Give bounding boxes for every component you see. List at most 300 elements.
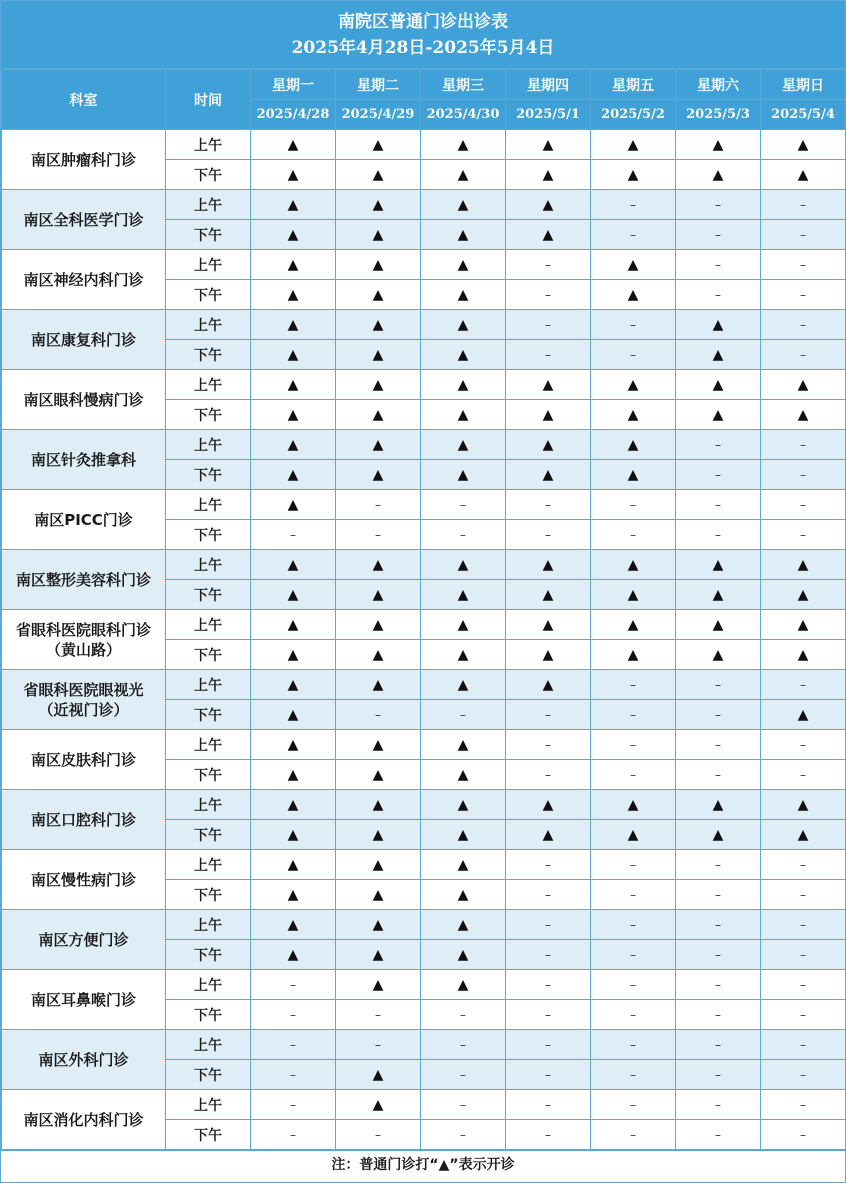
closed-marker: – <box>591 760 676 790</box>
open-marker: ▲ <box>676 790 761 820</box>
open-marker: ▲ <box>251 760 336 790</box>
closed-marker: – <box>761 670 846 700</box>
closed-marker: – <box>676 190 761 220</box>
period-label: 上午 <box>166 670 251 700</box>
open-marker: ▲ <box>421 820 506 850</box>
closed-marker: – <box>506 250 591 280</box>
department-name-line: 南区方便门诊 <box>38 930 129 949</box>
open-marker: ▲ <box>336 640 421 670</box>
open-marker: ▲ <box>676 820 761 850</box>
open-marker: ▲ <box>336 1060 421 1090</box>
open-marker: ▲ <box>251 910 336 940</box>
open-marker: ▲ <box>336 790 421 820</box>
closed-marker: – <box>676 220 761 250</box>
period-label: 下午 <box>166 940 251 970</box>
open-marker: ▲ <box>251 640 336 670</box>
closed-marker: – <box>591 1030 676 1060</box>
department-name-line: 南区口腔科门诊 <box>30 810 136 829</box>
open-marker: ▲ <box>421 160 506 190</box>
open-marker: ▲ <box>421 760 506 790</box>
closed-marker: – <box>336 1000 421 1030</box>
open-marker: ▲ <box>506 130 591 160</box>
open-marker: ▲ <box>591 160 676 190</box>
closed-marker: – <box>591 1060 676 1090</box>
table-row <box>2 1090 846 1120</box>
open-marker: ▲ <box>761 640 846 670</box>
period-label: 下午 <box>166 280 251 310</box>
date-header: 2025/4/29 <box>336 100 421 130</box>
closed-marker: – <box>676 700 761 730</box>
closed-marker: – <box>761 1000 846 1030</box>
closed-marker: – <box>591 520 676 550</box>
closed-marker: – <box>506 1000 591 1030</box>
weekday-header: 星期五 <box>591 70 676 100</box>
period-label: 上午 <box>166 430 251 460</box>
closed-marker: – <box>591 670 676 700</box>
open-marker: ▲ <box>336 910 421 940</box>
closed-marker: – <box>761 250 846 280</box>
closed-marker: – <box>421 1120 506 1150</box>
closed-marker: – <box>761 190 846 220</box>
open-marker: ▲ <box>251 280 336 310</box>
open-marker: ▲ <box>251 610 336 640</box>
open-marker: ▲ <box>421 310 506 340</box>
open-marker: ▲ <box>506 370 591 400</box>
table-row <box>2 430 846 460</box>
closed-marker: – <box>676 250 761 280</box>
period-label: 下午 <box>166 220 251 250</box>
open-marker: ▲ <box>506 640 591 670</box>
legend-note: 注：普通门诊打“▲”表示开诊 <box>1 1150 845 1178</box>
closed-marker: – <box>506 940 591 970</box>
period-label: 下午 <box>166 1000 251 1030</box>
open-marker: ▲ <box>761 790 846 820</box>
department-name-line: 南区神经内科门诊 <box>23 270 144 289</box>
table-row <box>2 790 846 820</box>
open-marker: ▲ <box>591 400 676 430</box>
period-label: 上午 <box>166 490 251 520</box>
table-row <box>2 310 846 340</box>
open-marker: ▲ <box>506 550 591 580</box>
open-marker: ▲ <box>761 130 846 160</box>
closed-marker: – <box>251 1120 336 1150</box>
weekday-header: 星期日 <box>761 70 846 100</box>
closed-marker: – <box>761 1120 846 1150</box>
open-marker: ▲ <box>251 460 336 490</box>
department-name-line: （黄山路） <box>45 640 121 659</box>
open-marker: ▲ <box>506 430 591 460</box>
open-marker: ▲ <box>336 970 421 1000</box>
open-marker: ▲ <box>421 340 506 370</box>
weekday-header: 星期六 <box>676 70 761 100</box>
open-marker: ▲ <box>336 670 421 700</box>
closed-marker: – <box>506 970 591 1000</box>
closed-marker: – <box>676 460 761 490</box>
department-name <box>2 310 166 370</box>
table-row <box>2 1030 846 1060</box>
period-label: 上午 <box>166 910 251 940</box>
open-marker: ▲ <box>591 460 676 490</box>
closed-marker: – <box>761 280 846 310</box>
open-marker: ▲ <box>251 370 336 400</box>
closed-marker: – <box>676 1030 761 1060</box>
open-marker: ▲ <box>676 580 761 610</box>
closed-marker: – <box>506 1090 591 1120</box>
open-marker: ▲ <box>761 550 846 580</box>
closed-marker: – <box>761 940 846 970</box>
closed-marker: – <box>506 1120 591 1150</box>
open-marker: ▲ <box>336 1090 421 1120</box>
open-marker: ▲ <box>336 400 421 430</box>
open-marker: ▲ <box>591 610 676 640</box>
period-label: 下午 <box>166 520 251 550</box>
closed-marker: – <box>421 490 506 520</box>
date-header: 2025/4/30 <box>421 100 506 130</box>
period-label: 上午 <box>166 130 251 160</box>
open-marker: ▲ <box>506 820 591 850</box>
table-row <box>2 610 846 640</box>
closed-marker: – <box>506 700 591 730</box>
closed-marker: – <box>676 280 761 310</box>
open-marker: ▲ <box>336 610 421 640</box>
period-label: 下午 <box>166 340 251 370</box>
period-label: 下午 <box>166 760 251 790</box>
open-marker: ▲ <box>421 670 506 700</box>
open-marker: ▲ <box>421 460 506 490</box>
period-label: 上午 <box>166 730 251 760</box>
department-name <box>2 670 166 730</box>
time-column-header: 时间 <box>166 70 251 130</box>
period-label: 下午 <box>166 820 251 850</box>
open-marker: ▲ <box>676 640 761 670</box>
open-marker: ▲ <box>421 730 506 760</box>
department-name <box>2 1090 166 1150</box>
open-marker: ▲ <box>676 130 761 160</box>
department-name-line: 南区皮肤科门诊 <box>30 750 136 769</box>
open-marker: ▲ <box>251 430 336 460</box>
department-name-line: 南区整形美容科门诊 <box>15 570 151 589</box>
open-marker: ▲ <box>761 700 846 730</box>
open-marker: ▲ <box>421 190 506 220</box>
closed-marker: – <box>591 700 676 730</box>
closed-marker: – <box>761 730 846 760</box>
open-marker: ▲ <box>336 880 421 910</box>
department-name-line: 南区PICC门诊 <box>34 510 133 529</box>
department-name-line: （近视门诊） <box>38 700 129 719</box>
period-label: 下午 <box>166 1120 251 1150</box>
closed-marker: – <box>591 310 676 340</box>
period-label: 下午 <box>166 400 251 430</box>
open-marker: ▲ <box>506 580 591 610</box>
period-label: 下午 <box>166 160 251 190</box>
open-marker: ▲ <box>591 640 676 670</box>
open-marker: ▲ <box>251 550 336 580</box>
closed-marker: – <box>421 520 506 550</box>
department-name-line: 省眼科医院眼视光 <box>23 680 144 699</box>
closed-marker: – <box>761 880 846 910</box>
period-label: 上午 <box>166 790 251 820</box>
closed-marker: – <box>591 940 676 970</box>
open-marker: ▲ <box>506 610 591 640</box>
closed-marker: – <box>761 910 846 940</box>
open-marker: ▲ <box>251 700 336 730</box>
department-name <box>2 190 166 250</box>
department-name <box>2 790 166 850</box>
closed-marker: – <box>676 910 761 940</box>
closed-marker: – <box>421 1090 506 1120</box>
closed-marker: – <box>506 520 591 550</box>
open-marker: ▲ <box>336 310 421 340</box>
open-marker: ▲ <box>591 820 676 850</box>
open-marker: ▲ <box>336 550 421 580</box>
open-marker: ▲ <box>506 190 591 220</box>
department-name-line: 南区慢性病门诊 <box>30 870 136 889</box>
period-label: 上午 <box>166 370 251 400</box>
open-marker: ▲ <box>421 580 506 610</box>
table-header <box>2 70 846 130</box>
closed-marker: – <box>676 1120 761 1150</box>
closed-marker: – <box>591 1090 676 1120</box>
department-name <box>2 370 166 430</box>
department-name-line: 南区康复科门诊 <box>30 330 136 349</box>
date-header: 2025/5/2 <box>591 100 676 130</box>
open-marker: ▲ <box>591 370 676 400</box>
open-marker: ▲ <box>336 130 421 160</box>
open-marker: ▲ <box>421 370 506 400</box>
open-marker: ▲ <box>251 400 336 430</box>
closed-marker: – <box>506 880 591 910</box>
closed-marker: – <box>591 220 676 250</box>
open-marker: ▲ <box>591 580 676 610</box>
closed-marker: – <box>761 760 846 790</box>
date-header: 2025/5/3 <box>676 100 761 130</box>
department-name <box>2 130 166 190</box>
open-marker: ▲ <box>506 220 591 250</box>
closed-marker: – <box>336 1030 421 1060</box>
open-marker: ▲ <box>251 220 336 250</box>
table-row <box>2 550 846 580</box>
table-row <box>2 190 846 220</box>
closed-marker: – <box>761 220 846 250</box>
open-marker: ▲ <box>336 370 421 400</box>
closed-marker: – <box>506 760 591 790</box>
open-marker: ▲ <box>761 820 846 850</box>
closed-marker: – <box>591 340 676 370</box>
open-marker: ▲ <box>421 550 506 580</box>
open-marker: ▲ <box>676 400 761 430</box>
closed-marker: – <box>506 280 591 310</box>
closed-marker: – <box>676 940 761 970</box>
department-name <box>2 850 166 910</box>
open-marker: ▲ <box>251 880 336 910</box>
table-row <box>2 370 846 400</box>
closed-marker: – <box>506 730 591 760</box>
open-marker: ▲ <box>336 280 421 310</box>
open-marker: ▲ <box>336 760 421 790</box>
date-header: 2025/4/28 <box>251 100 336 130</box>
open-marker: ▲ <box>251 160 336 190</box>
closed-marker: – <box>336 1120 421 1150</box>
closed-marker: – <box>761 460 846 490</box>
department-name-line: 省眼科医院眼科门诊 <box>15 620 151 639</box>
open-marker: ▲ <box>421 610 506 640</box>
closed-marker: – <box>676 430 761 460</box>
closed-marker: – <box>761 970 846 1000</box>
closed-marker: – <box>336 490 421 520</box>
table-row <box>2 670 846 700</box>
title-block <box>1 1 845 69</box>
closed-marker: – <box>761 310 846 340</box>
weekday-header: 星期三 <box>421 70 506 100</box>
closed-marker: – <box>251 1090 336 1120</box>
closed-marker: – <box>336 700 421 730</box>
open-marker: ▲ <box>251 850 336 880</box>
open-marker: ▲ <box>251 340 336 370</box>
open-marker: ▲ <box>676 550 761 580</box>
open-marker: ▲ <box>251 250 336 280</box>
department-name-line: 南区针灸推拿科 <box>30 450 136 469</box>
weekday-header: 星期四 <box>506 70 591 100</box>
open-marker: ▲ <box>251 190 336 220</box>
department-name-line: 南区肿瘤科门诊 <box>30 150 136 169</box>
open-marker: ▲ <box>676 610 761 640</box>
open-marker: ▲ <box>251 820 336 850</box>
date-range-subtitle: 2025年4月28日-2025年5月4日 <box>291 38 555 58</box>
department-name <box>2 490 166 550</box>
closed-marker: – <box>676 760 761 790</box>
closed-marker: – <box>421 1030 506 1060</box>
open-marker: ▲ <box>506 460 591 490</box>
closed-marker: – <box>421 1000 506 1030</box>
department-name-line: 南区耳鼻喉门诊 <box>30 990 136 1009</box>
dept-column-header: 科室 <box>2 70 166 130</box>
closed-marker: – <box>676 880 761 910</box>
weekday-header: 星期二 <box>336 70 421 100</box>
closed-marker: – <box>506 490 591 520</box>
open-marker: ▲ <box>421 430 506 460</box>
table-row <box>2 970 846 1000</box>
period-label: 下午 <box>166 580 251 610</box>
open-marker: ▲ <box>336 460 421 490</box>
period-label: 上午 <box>166 850 251 880</box>
closed-marker: – <box>421 700 506 730</box>
closed-marker: – <box>591 970 676 1000</box>
closed-marker: – <box>676 1000 761 1030</box>
open-marker: ▲ <box>336 220 421 250</box>
open-marker: ▲ <box>421 850 506 880</box>
open-marker: ▲ <box>336 820 421 850</box>
page-title: 南院区普通门诊出诊表 <box>338 12 508 32</box>
open-marker: ▲ <box>336 850 421 880</box>
open-marker: ▲ <box>506 400 591 430</box>
period-label: 下午 <box>166 640 251 670</box>
department-name <box>2 1030 166 1090</box>
open-marker: ▲ <box>251 940 336 970</box>
open-marker: ▲ <box>251 130 336 160</box>
closed-marker: – <box>676 520 761 550</box>
closed-marker: – <box>591 730 676 760</box>
open-marker: ▲ <box>336 580 421 610</box>
period-label: 上午 <box>166 610 251 640</box>
period-label: 下午 <box>166 1060 251 1090</box>
department-name <box>2 730 166 790</box>
closed-marker: – <box>591 1000 676 1030</box>
period-label: 上午 <box>166 190 251 220</box>
period-label: 上午 <box>166 970 251 1000</box>
period-label: 上午 <box>166 1030 251 1060</box>
department-name <box>2 910 166 970</box>
table-row <box>2 910 846 940</box>
open-marker: ▲ <box>676 310 761 340</box>
closed-marker: – <box>506 1030 591 1060</box>
closed-marker: – <box>761 430 846 460</box>
open-marker: ▲ <box>421 970 506 1000</box>
closed-marker: – <box>761 520 846 550</box>
closed-marker: – <box>251 1030 336 1060</box>
closed-marker: – <box>591 190 676 220</box>
closed-marker: – <box>421 1060 506 1090</box>
period-label: 上午 <box>166 250 251 280</box>
open-marker: ▲ <box>676 160 761 190</box>
closed-marker: – <box>591 1120 676 1150</box>
period-label: 上午 <box>166 550 251 580</box>
open-marker: ▲ <box>421 130 506 160</box>
closed-marker: – <box>251 970 336 1000</box>
department-name-line: 南区全科医学门诊 <box>23 210 144 229</box>
open-marker: ▲ <box>421 280 506 310</box>
open-marker: ▲ <box>761 160 846 190</box>
closed-marker: – <box>761 1090 846 1120</box>
date-header: 2025/5/4 <box>761 100 846 130</box>
closed-marker: – <box>591 850 676 880</box>
open-marker: ▲ <box>421 880 506 910</box>
open-marker: ▲ <box>251 490 336 520</box>
department-name-line: 南区消化内科门诊 <box>23 1110 144 1129</box>
department-name <box>2 610 166 670</box>
open-marker: ▲ <box>591 250 676 280</box>
open-marker: ▲ <box>761 610 846 640</box>
closed-marker: – <box>506 910 591 940</box>
closed-marker: – <box>676 730 761 760</box>
table-row <box>2 730 846 760</box>
open-marker: ▲ <box>421 220 506 250</box>
open-marker: ▲ <box>251 310 336 340</box>
open-marker: ▲ <box>761 400 846 430</box>
open-marker: ▲ <box>421 940 506 970</box>
open-marker: ▲ <box>336 190 421 220</box>
period-label: 上午 <box>166 1090 251 1120</box>
open-marker: ▲ <box>336 250 421 280</box>
period-label: 上午 <box>166 310 251 340</box>
period-label: 下午 <box>166 880 251 910</box>
open-marker: ▲ <box>676 370 761 400</box>
open-marker: ▲ <box>506 160 591 190</box>
open-marker: ▲ <box>251 670 336 700</box>
department-name <box>2 550 166 610</box>
open-marker: ▲ <box>591 130 676 160</box>
open-marker: ▲ <box>336 340 421 370</box>
closed-marker: – <box>251 520 336 550</box>
closed-marker: – <box>591 910 676 940</box>
closed-marker: – <box>761 340 846 370</box>
open-marker: ▲ <box>676 340 761 370</box>
open-marker: ▲ <box>591 790 676 820</box>
open-marker: ▲ <box>336 940 421 970</box>
open-marker: ▲ <box>506 790 591 820</box>
open-marker: ▲ <box>591 430 676 460</box>
closed-marker: – <box>761 850 846 880</box>
closed-marker: – <box>251 1060 336 1090</box>
